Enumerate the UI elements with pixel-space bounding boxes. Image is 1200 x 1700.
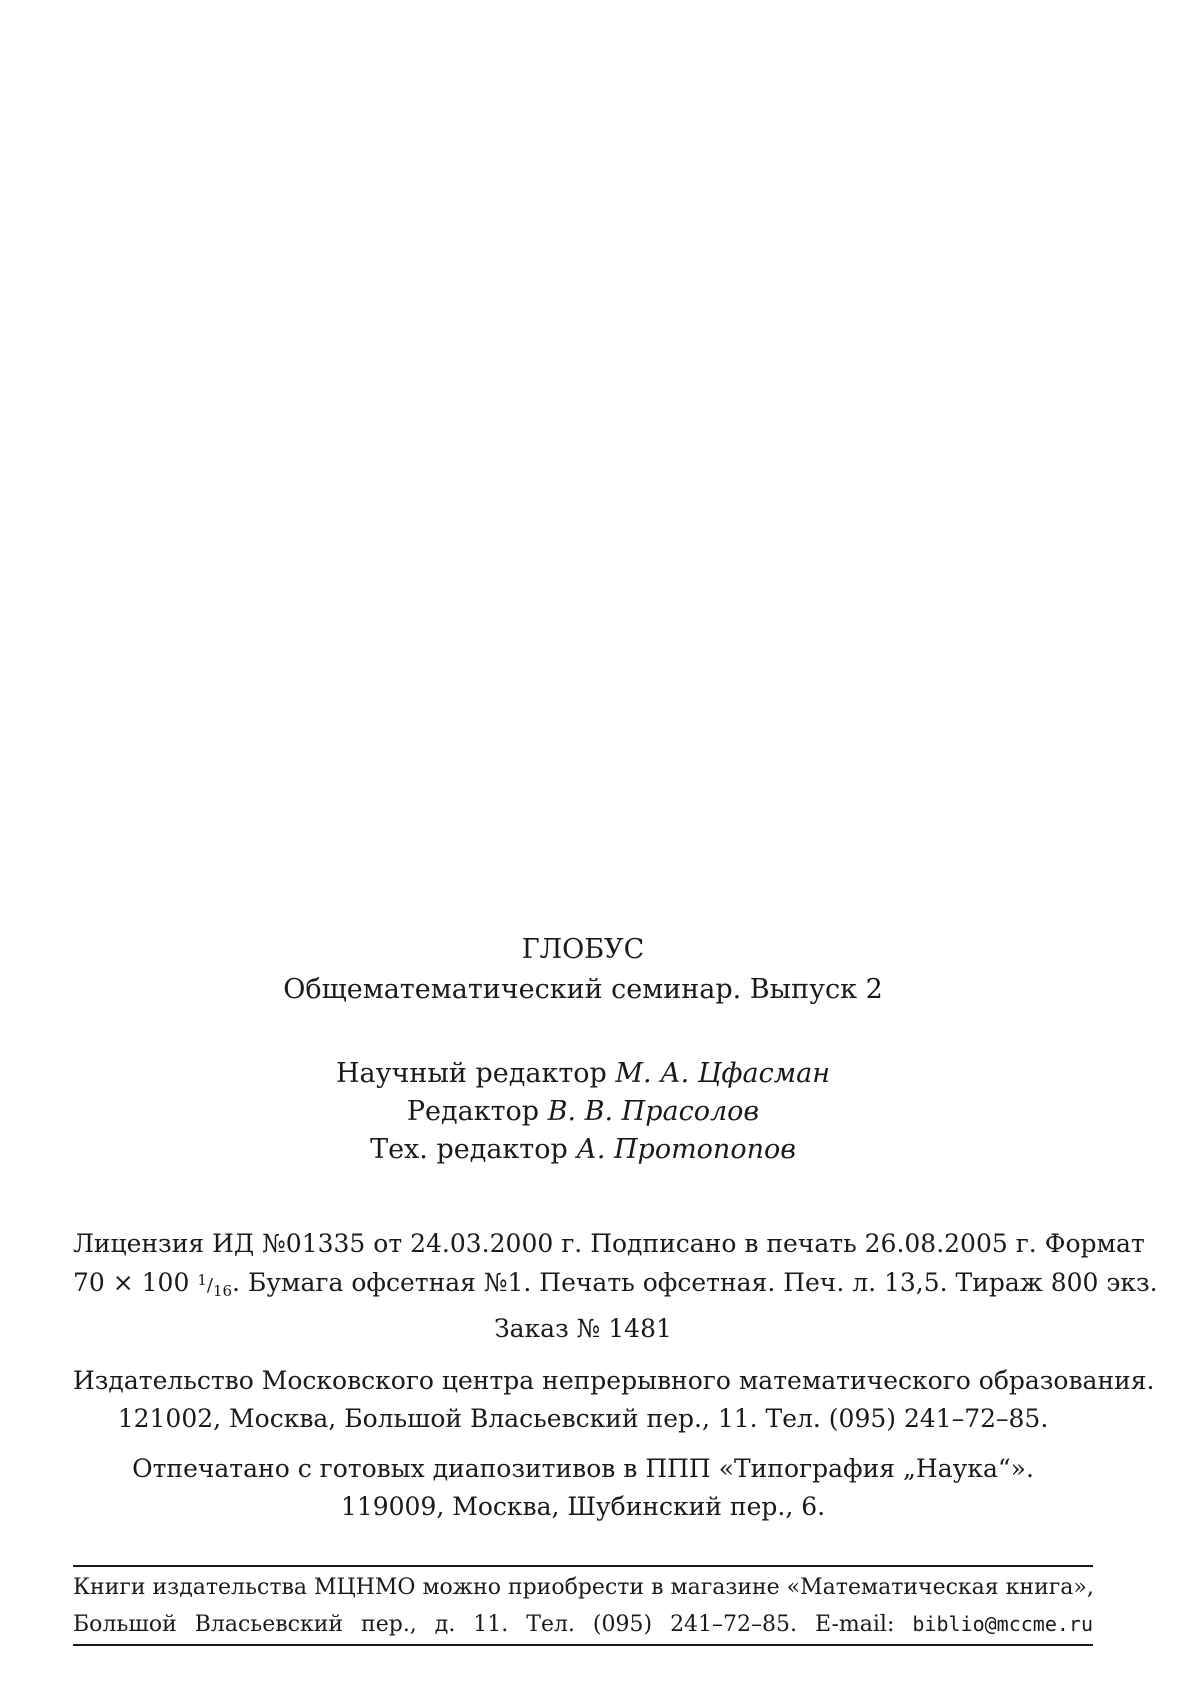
editor-role: Научный редактор — [336, 1058, 607, 1089]
format-denominator: 16 — [212, 1282, 233, 1300]
editor-role: Редактор — [406, 1096, 540, 1127]
printer-address: 119009, Москва, Шубинский пер., 6. — [340, 1492, 826, 1521]
editor-line — [73, 1093, 1093, 1131]
bookstore-notice — [73, 1570, 1093, 1643]
email-link[interactable]: biblio@mccme.ru — [912, 1612, 1093, 1636]
publisher-block — [73, 1362, 1155, 1438]
editor-line — [73, 1055, 1093, 1093]
book-title: ГЛОБУС — [521, 934, 645, 965]
footer-rule-top — [73, 1565, 1093, 1567]
series-title: Общематематический семинар. Выпуск 2 — [283, 974, 883, 1005]
publisher-name: Издательство Московского центра непрерывного математического образования. — [73, 1366, 1155, 1395]
bookstore-contact: Большой Власьевский пер., д. 11. Тел. (095) 241–72–85. E-mail: — [73, 1612, 895, 1637]
license-block — [73, 1225, 1158, 1347]
license-line-2-text: . Бумага офсетная №1. Печать офсетная. Печ. л. 13,5. Тираж 800 экз. — [232, 1268, 1158, 1297]
editor-line — [73, 1131, 1093, 1169]
format-numerator: 1 — [197, 1271, 207, 1289]
bookstore-line-1: Книги издательства МЦНМО можно приобрести в магазине «Математическая книга», — [73, 1575, 1094, 1600]
editor-name: А. Протопопов — [576, 1134, 796, 1165]
format-fraction: $^1/_{16}$ — [197, 1271, 233, 1300]
title-block — [73, 931, 1093, 1009]
license-line-1: Лицензия ИД №01335 от 24.03.2000 г. Подписано в печать 26.08.2005 г. Формат — [73, 1229, 1145, 1258]
license-line-2 — [73, 1262, 1158, 1310]
format-prefix: 70 × 100 — [73, 1268, 190, 1297]
footer-rule-bottom — [73, 1644, 1093, 1646]
editor-name: М. А. Цфасман — [615, 1058, 830, 1089]
editors-block — [73, 1055, 1093, 1169]
editor-role: Тех. редактор — [370, 1134, 568, 1165]
printer-name: Отпечатано с готовых диапозитивов в ППП «Типография „Наука“». — [132, 1454, 1034, 1483]
order-number: Заказ № 1481 — [494, 1314, 672, 1343]
printer-block — [73, 1450, 1093, 1526]
editor-name: В. В. Прасолов — [547, 1096, 760, 1127]
bookstore-line-2 — [73, 1606, 1093, 1643]
publisher-address: 121002, Москва, Большой Власьевский пер., 11. Тел. (095) 241–72–85. — [117, 1404, 1049, 1433]
